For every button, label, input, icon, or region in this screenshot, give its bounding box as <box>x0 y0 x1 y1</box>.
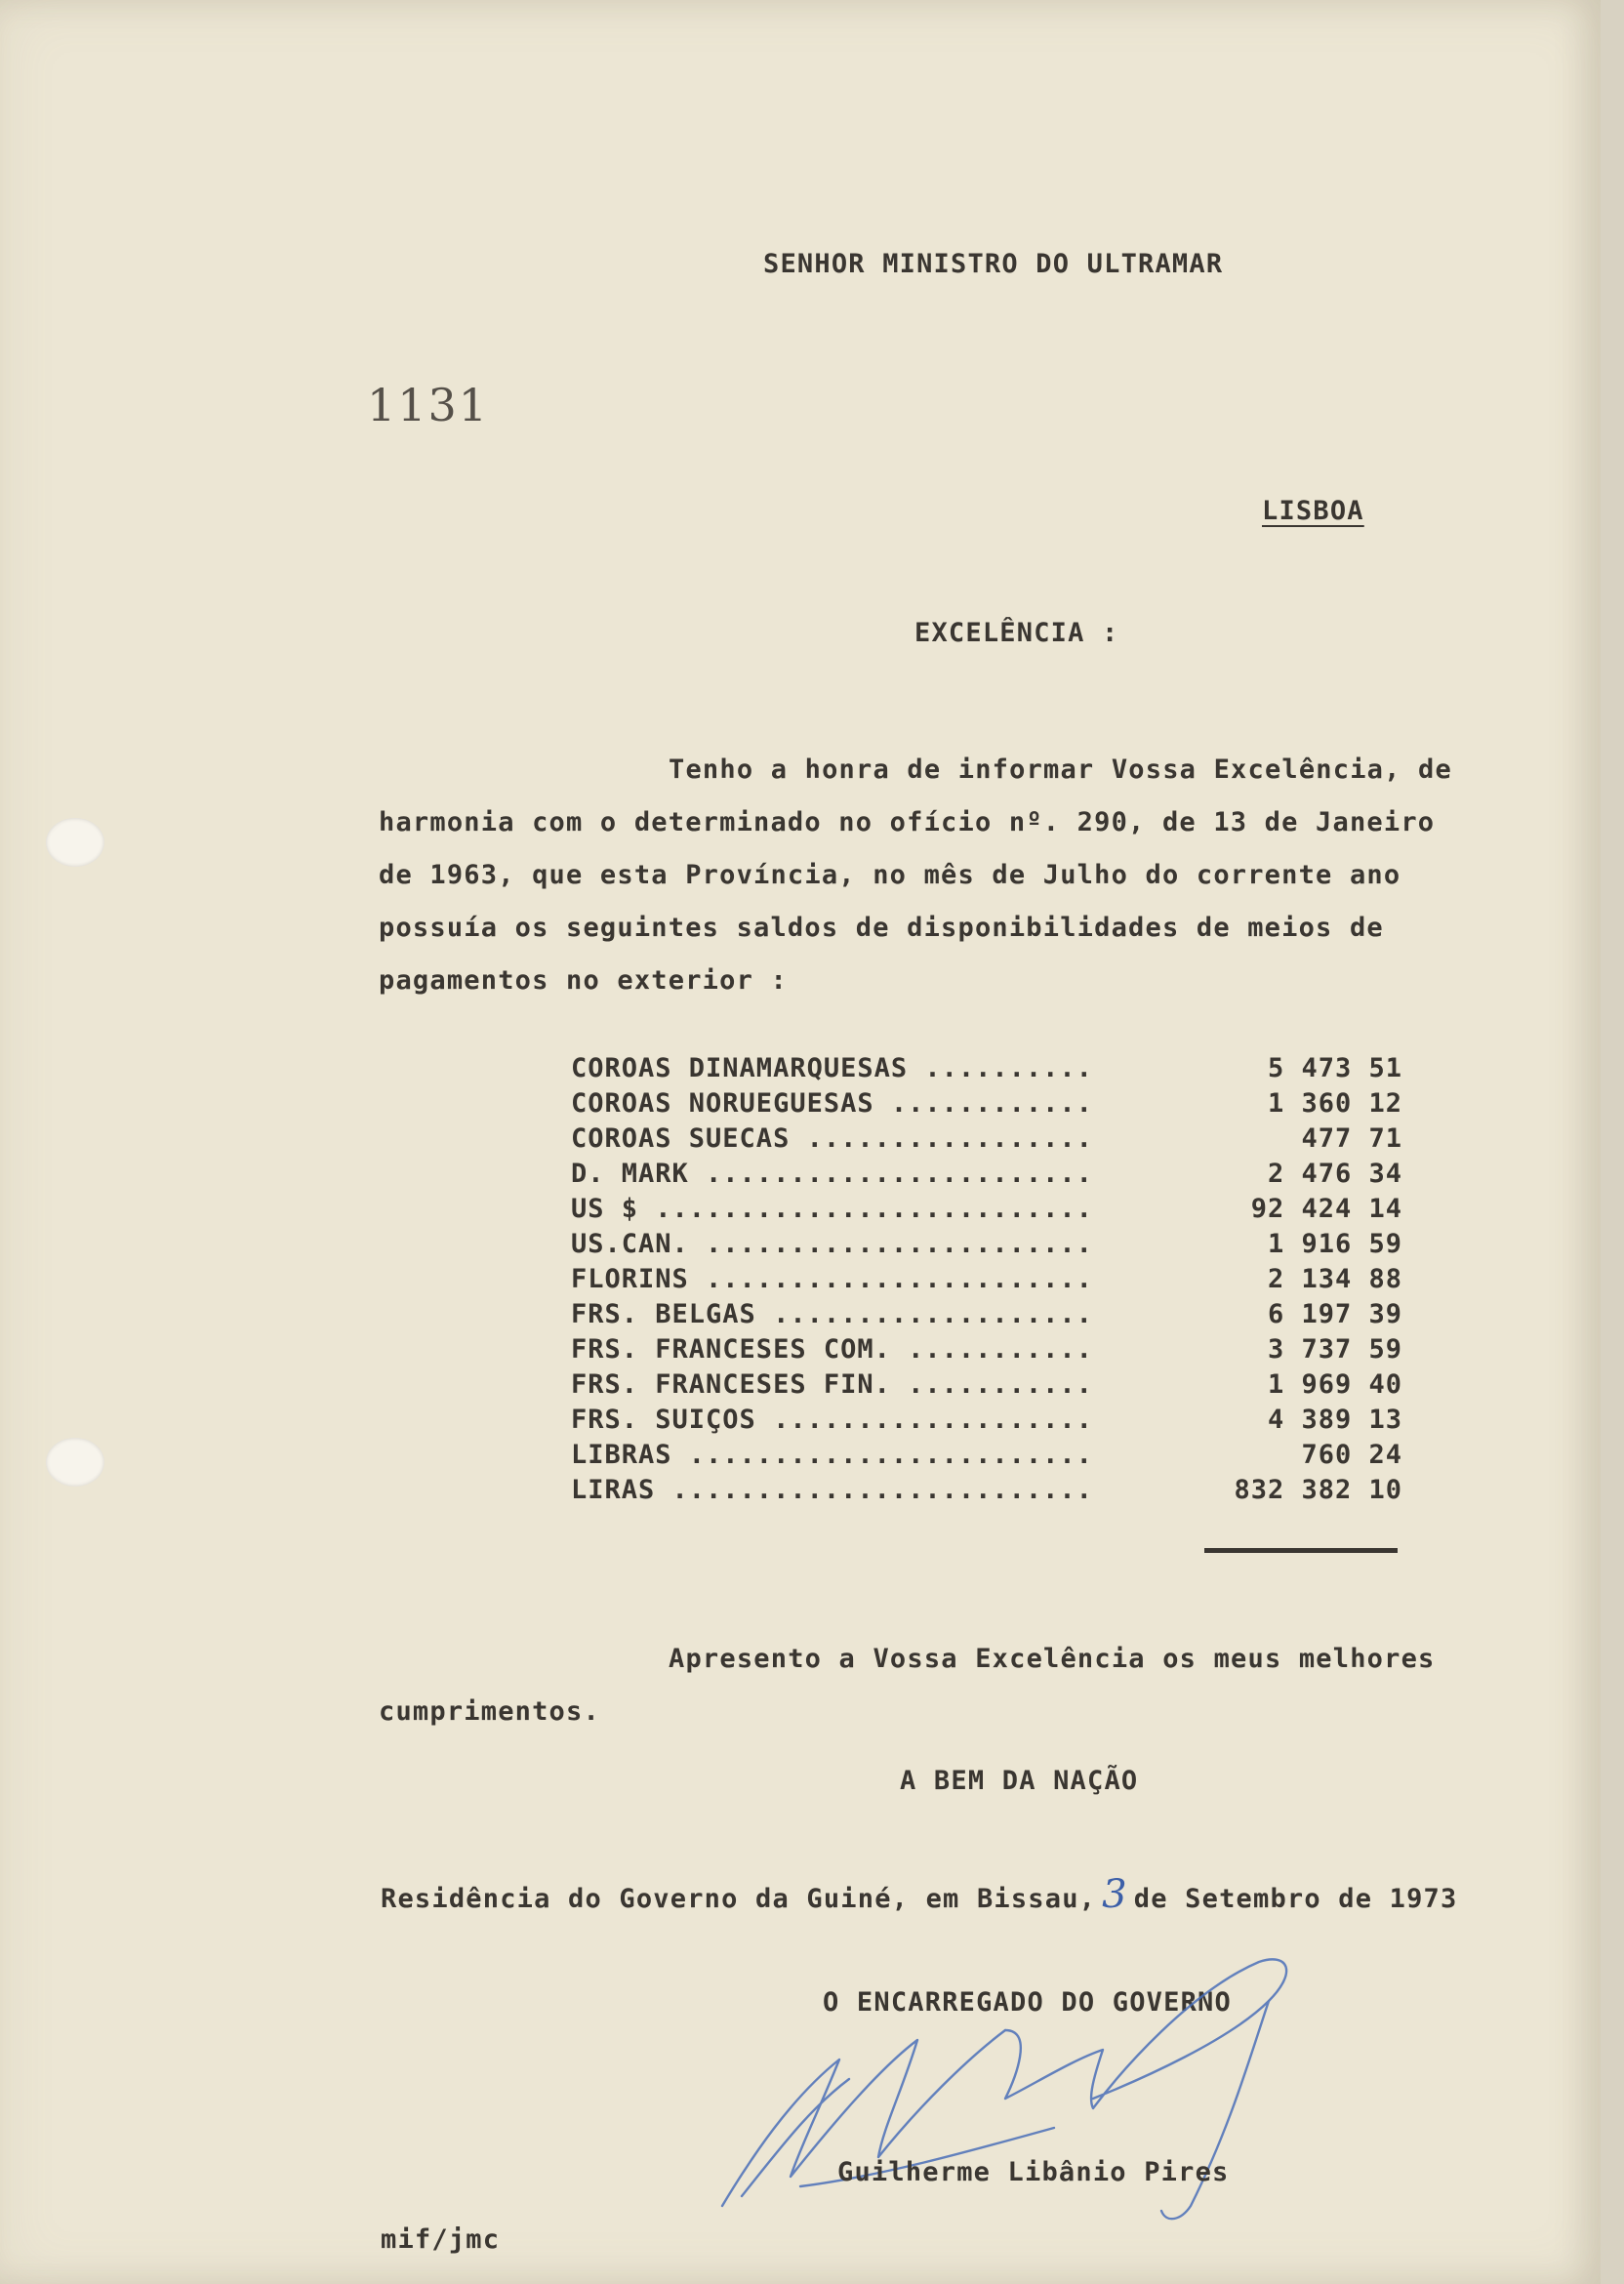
balance-row <box>571 1475 1402 1510</box>
balance-amount: 1 360 12 <box>1267 1088 1402 1119</box>
total-rule <box>1204 1548 1398 1553</box>
balance-row <box>571 1405 1402 1440</box>
salutation: EXCELÊNCIA : <box>914 618 1119 648</box>
balance-amount: 1 916 59 <box>1267 1229 1402 1259</box>
body-line: harmonia com o determinado no ofício nº. 290, de 13 de Janeiro <box>379 807 1436 837</box>
punch-hole <box>46 818 104 867</box>
reference-number: 1131 <box>367 379 490 431</box>
balance-amount: 4 389 13 <box>1267 1405 1402 1435</box>
place-date-text: de Setembro de 1973 <box>1133 1884 1458 1914</box>
typist-initials: mif/jmc <box>381 2224 501 2255</box>
balance-row <box>571 1088 1402 1123</box>
city: LISBOA <box>1262 496 1364 526</box>
balance-row <box>571 1159 1402 1194</box>
currency-label: COROAS NORUEGUESAS ............ <box>571 1088 1093 1119</box>
balance-amount: 6 197 39 <box>1267 1299 1402 1329</box>
balance-amount: 2 134 88 <box>1267 1264 1402 1294</box>
balance-row <box>571 1264 1402 1299</box>
body-line: Tenho a honra de informar Vossa Excelência, de <box>669 755 1452 785</box>
balance-amount: 3 737 59 <box>1267 1334 1402 1365</box>
balance-row <box>571 1334 1402 1369</box>
balance-amount: 760 24 <box>1301 1440 1402 1470</box>
balances-table <box>571 1053 1402 1510</box>
balance-amount: 477 71 <box>1301 1123 1402 1154</box>
currency-label: FRS. SUIÇOS ................... <box>571 1405 1093 1435</box>
body-paragraph <box>379 755 1565 1018</box>
punch-hole <box>46 1438 104 1487</box>
balance-row <box>571 1194 1402 1229</box>
body-line: possuía os seguintes saldos de disponibilidades de meios de <box>379 913 1384 943</box>
balance-amount: 92 424 14 <box>1250 1194 1402 1224</box>
closing-paragraph <box>379 1644 1565 1749</box>
currency-label: FLORINS ....................... <box>571 1264 1093 1294</box>
balance-row <box>571 1123 1402 1159</box>
balance-amount: 1 969 40 <box>1267 1369 1402 1400</box>
balance-amount: 5 473 51 <box>1267 1053 1402 1083</box>
place-date <box>381 1872 1457 1917</box>
balance-row <box>571 1229 1402 1264</box>
currency-label: D. MARK ....................... <box>571 1159 1093 1189</box>
balance-row <box>571 1369 1402 1405</box>
handwritten-day: 3 <box>1102 1872 1128 1917</box>
closing-formula: A BEM DA NAÇÃO <box>900 1766 1139 1796</box>
body-line: de 1963, que esta Província, no mês de Julho do corrente ano <box>379 860 1401 890</box>
addressee: SENHOR MINISTRO DO ULTRAMAR <box>763 249 1224 279</box>
currency-label: FRS. FRANCESES COM. ........... <box>571 1334 1093 1365</box>
body-line: pagamentos no exterior : <box>379 965 788 996</box>
currency-label: LIBRAS ........................ <box>571 1440 1093 1470</box>
balance-amount: 832 382 10 <box>1234 1475 1402 1505</box>
scan-edge <box>1601 0 1624 2284</box>
currency-label: COROAS SUECAS ................. <box>571 1123 1093 1154</box>
signatory-name: Guilherme Libânio Pires <box>837 2157 1230 2187</box>
currency-label: LIRAS ......................... <box>571 1475 1093 1505</box>
currency-label: FRS. FRANCESES FIN. ........... <box>571 1369 1093 1400</box>
balance-amount: 2 476 34 <box>1267 1159 1402 1189</box>
currency-label: FRS. BELGAS ................... <box>571 1299 1093 1329</box>
signatory-title: O ENCARREGADO DO GOVERNO <box>823 1987 1232 2018</box>
currency-label: US.CAN. ....................... <box>571 1229 1093 1259</box>
closing-line: cumprimentos. <box>379 1696 600 1727</box>
closing-line: Apresento a Vossa Excelência os meus melhores <box>669 1644 1436 1674</box>
place-date-text: Residência do Governo da Guiné, em Bissau, <box>381 1884 1097 1914</box>
balance-row <box>571 1299 1402 1334</box>
balance-row <box>571 1440 1402 1475</box>
currency-label: COROAS DINAMARQUESAS .......... <box>571 1053 1093 1083</box>
balance-row <box>571 1053 1402 1088</box>
currency-label: US $ .......................... <box>571 1194 1093 1224</box>
